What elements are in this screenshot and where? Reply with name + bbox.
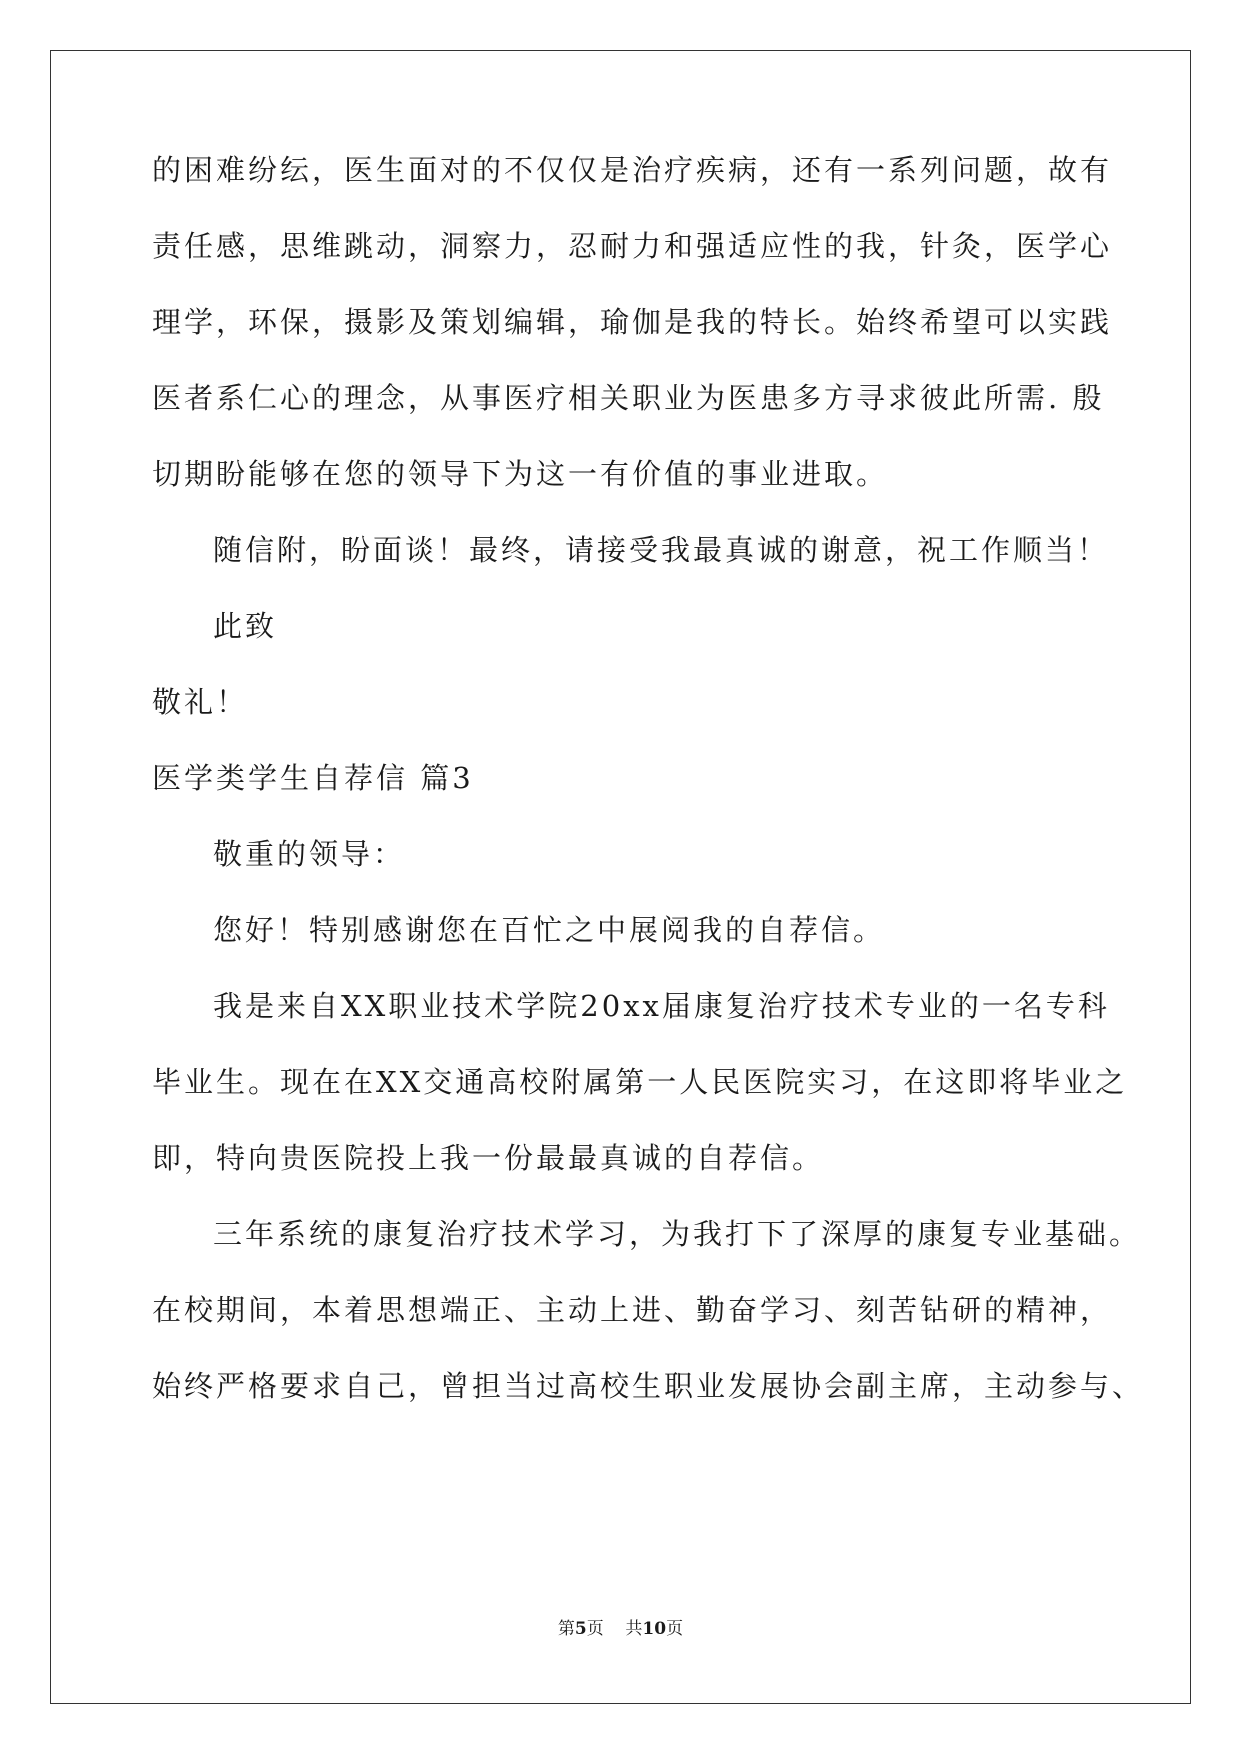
text-line: 医者系仁心的理念，从事医疗相关职业为医患多方寻求彼此所需. 殷 xyxy=(152,381,1105,415)
text-line: 责任感，思维跳动，洞察力，忍耐力和强适应性的我，针灸，医学心 xyxy=(152,229,1113,263)
salutation-closing: 敬礼！ xyxy=(152,685,249,719)
text-line: 切期盼能够在您的领导下为这一有价值的事业进取。 xyxy=(152,457,889,491)
section-heading: 医学类学生自荐信 篇3 xyxy=(152,761,474,795)
total-suffix: 页 xyxy=(666,1619,684,1639)
page-border xyxy=(50,50,1191,1704)
text-line: 在校期间，本着思想端正、主动上进、勤奋学习、刻苦钻研的精神， xyxy=(152,1293,1113,1327)
text-line: 即，特向贵医院投上我一份最最真诚的自荐信。 xyxy=(152,1141,825,1175)
page-footer xyxy=(0,1618,1241,1640)
page-number: 5 xyxy=(574,1619,587,1639)
closing-phrase: 此致 xyxy=(213,609,278,643)
total-pages: 10 xyxy=(642,1619,667,1639)
text-line: 我是来自XX职业技术学院20xx届康复治疗技术专业的一名专科 xyxy=(213,989,1110,1023)
greeting: 敬重的领导： xyxy=(213,837,406,871)
text-line: 您好！特别感谢您在百忙之中展阅我的自荐信。 xyxy=(213,913,886,947)
text-line: 始终严格要求自己，曾担当过高校生职业发展协会副主席，主动参与、 xyxy=(152,1369,1145,1403)
text-line: 三年系统的康复治疗技术学习，为我打下了深厚的康复专业基础。 xyxy=(213,1217,1142,1251)
text-line: 随信附，盼面谈！最终，请接受我最真诚的谢意，祝工作顺当！ xyxy=(213,533,1110,567)
text-line: 理学，环保，摄影及策划编辑，瑜伽是我的特长。始终希望可以实践 xyxy=(152,305,1113,339)
total-prefix: 共 xyxy=(625,1619,643,1639)
text-line: 的困难纷纭，医生面对的不仅仅是治疗疾病，还有一系列问题，故有 xyxy=(152,153,1113,187)
text-line: 毕业生。现在在XX交通高校附属第一人民医院实习，在这即将毕业之 xyxy=(152,1065,1128,1099)
page-suffix: 页 xyxy=(586,1619,604,1639)
page-prefix: 第 xyxy=(557,1619,575,1639)
